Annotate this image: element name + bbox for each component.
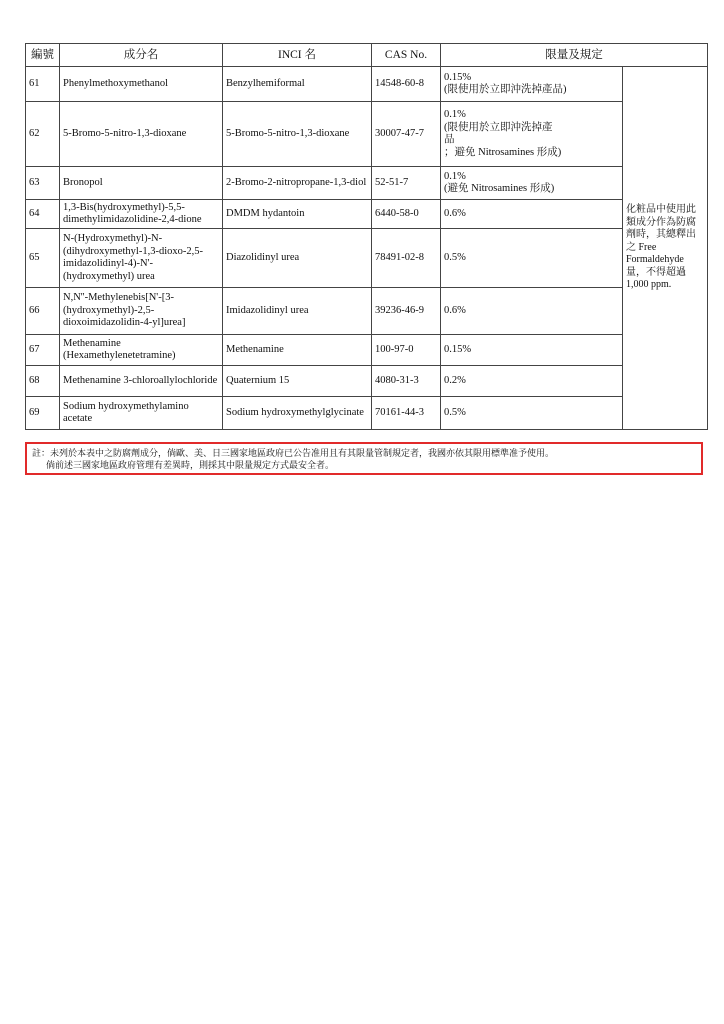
row-ingredient-name: N,N''-Methylenebis[N'-[3-(hydroxymethyl)-2,5-dioxoimidazolidin-4-yl]urea] <box>60 288 223 335</box>
row-number: 66 <box>26 288 60 335</box>
row-cas-no: 6440-58-0 <box>372 200 441 229</box>
row-number: 63 <box>26 167 60 200</box>
limit-line: (避免 Nitrosamines 形成) <box>444 183 555 194</box>
row-number: 64 <box>26 200 60 229</box>
row-limit <box>441 335 623 366</box>
row-cas-no: 70161-44-3 <box>372 397 441 430</box>
limit-line: (限使用於立即沖洗掉產品) <box>444 84 567 95</box>
table-row <box>26 200 708 229</box>
row-cas-no: 39236-46-9 <box>372 288 441 335</box>
row-cas-no: 4080-31-3 <box>372 366 441 397</box>
limit-line: (限使用於立即沖洗掉產 <box>444 121 553 133</box>
row-limit <box>441 102 623 167</box>
limit-line: 0.15% <box>444 343 472 355</box>
table-row <box>26 229 708 288</box>
row-ingredient-name: N-(Hydroxymethyl)-N-(dihydroxymethyl-1,3-dioxo-2,5-imidazolidinyl-4)-N'-(hydroxymethyl) urea <box>60 229 223 288</box>
row-ingredient-name: Sodium hydroxymethylamino acetate <box>60 397 223 430</box>
row-inci-name: Imidazolidinyl urea <box>223 288 372 335</box>
table-row <box>26 288 708 335</box>
table-row <box>26 397 708 430</box>
limit-line: 0.1% <box>444 109 466 120</box>
remark-cell: 化粧品中使用此類成分作為防腐劑時，其總釋出之 Free Formaldehyde 量，不得超過 1,000 ppm. <box>623 67 708 430</box>
table-row <box>26 335 708 366</box>
footnote-line-1: 註：未列於本表中之防腐劑成分，倘歐、美、日三國家地區政府已公告准用且有其限量管制規定者，我國亦依其限用標準准予使用。 <box>32 448 555 458</box>
header-ingredient-name: 成分名 <box>60 44 223 67</box>
row-cas-no: 100-97-0 <box>372 335 441 366</box>
table-row <box>26 102 708 167</box>
limit-line: 0.5% <box>444 251 466 263</box>
row-number: 68 <box>26 366 60 397</box>
row-inci-name: 2-Bromo-2-nitropropane-1,3-diol <box>223 167 372 200</box>
row-inci-name: Sodium hydroxymethylglycinate <box>223 397 372 430</box>
footnote-line-2: 倘前述三國家地區政府管理有差異時，則採其中限量規定方式最安全者。 <box>46 460 335 470</box>
row-cas-no: 52-51-7 <box>372 167 441 200</box>
preservatives-table <box>25 43 708 430</box>
row-limit <box>441 67 623 102</box>
limit-line: 0.15% <box>444 71 472 83</box>
limit-line: 0.5% <box>444 406 466 418</box>
table-row <box>26 167 708 200</box>
limit-line: 0.6% <box>444 304 466 316</box>
limit-line: 品 <box>444 134 455 145</box>
row-ingredient-name: Phenylmethoxymethanol <box>60 67 223 102</box>
row-inci-name: Quaternium 15 <box>223 366 372 397</box>
row-inci-name: Benzylhemiformal <box>223 67 372 102</box>
header-cas-no: CAS No. <box>372 44 441 67</box>
row-limit <box>441 288 623 335</box>
row-inci-name: Methenamine <box>223 335 372 366</box>
row-limit <box>441 366 623 397</box>
footnote-box <box>25 442 703 475</box>
row-cas-no: 14548-60-8 <box>372 67 441 102</box>
limit-line: ；避免 Nitrosamines 形成) <box>444 146 562 158</box>
row-inci-name: DMDM hydantoin <box>223 200 372 229</box>
limit-line: 0.1% <box>444 170 466 182</box>
row-ingredient-name: Methenamine 3-chloroallylochloride <box>60 366 223 397</box>
row-inci-name: 5-Bromo-5-nitro-1,3-dioxane <box>223 102 372 167</box>
row-cas-no: 78491-02-8 <box>372 229 441 288</box>
row-cas-no: 30007-47-7 <box>372 102 441 167</box>
header-inci-name: INCI 名 <box>223 44 372 67</box>
row-inci-name: Diazolidinyl urea <box>223 229 372 288</box>
row-number: 65 <box>26 229 60 288</box>
row-number: 61 <box>26 67 60 102</box>
row-number: 69 <box>26 397 60 430</box>
row-limit <box>441 229 623 288</box>
table-header-row <box>26 44 708 67</box>
limit-line: 0.6% <box>444 207 466 219</box>
header-limits: 限量及規定 <box>441 44 708 67</box>
row-limit <box>441 200 623 229</box>
row-ingredient-name: 1,3-Bis(hydroxymethyl)-5,5-dimethylimidazolidine-2,4-dione <box>60 200 223 229</box>
row-number: 62 <box>26 102 60 167</box>
table-row <box>26 67 708 102</box>
row-ingredient-name: Methenamine (Hexamethylenetetramine) <box>60 335 223 366</box>
row-ingredient-name: Bronopol <box>60 167 223 200</box>
row-number: 67 <box>26 335 60 366</box>
header-number: 編號 <box>26 44 60 67</box>
row-limit <box>441 167 623 200</box>
limit-line: 0.2% <box>444 374 466 386</box>
row-ingredient-name: 5-Bromo-5-nitro-1,3-dioxane <box>60 102 223 167</box>
table-row <box>26 366 708 397</box>
row-limit <box>441 397 623 430</box>
